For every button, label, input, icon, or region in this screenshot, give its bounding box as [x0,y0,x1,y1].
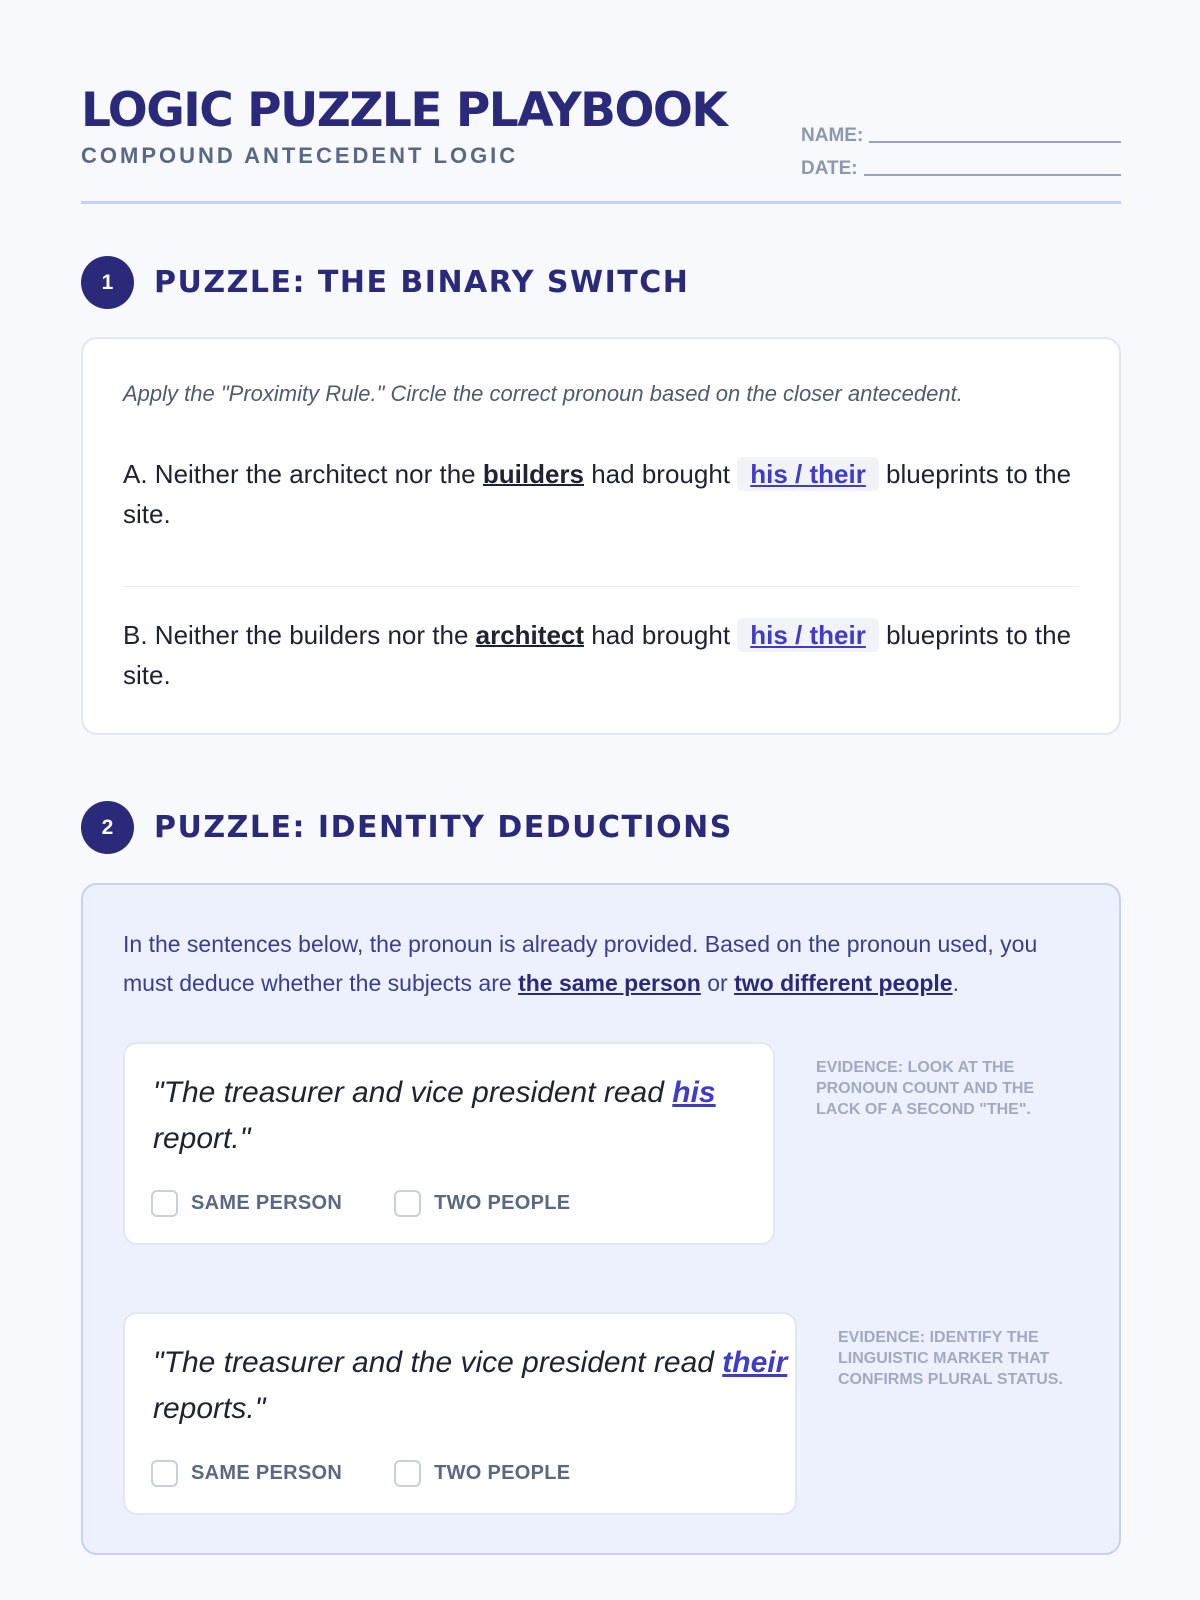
sentence-text: A. Neither the architect nor the [123,459,483,489]
option-label: SAME PERSON [191,1192,343,1214]
quote-part: "The treasurer and vice president read [153,1076,673,1109]
option-same-person[interactable] [151,1190,342,1217]
intro-text [123,925,1083,1003]
option-same-person[interactable] [151,1460,342,1487]
section-1-heading [81,256,689,309]
binary-switch-card [81,337,1121,735]
answer-options [151,1460,622,1487]
evidence-note: EVIDENCE: IDENTIFY THE LINGUISTIC MARKER THAT CONFIRMS PLURAL STATUS. [838,1329,1063,1388]
section-title: PUZZLE: THE BINARY SWITCH [154,265,690,300]
worksheet-header [81,0,1121,204]
date-field[interactable] [864,158,1121,176]
identity-deductions-card [81,883,1121,1555]
quote-part: report." [153,1122,251,1155]
option-two-people[interactable] [394,1190,570,1217]
question-card-1 [123,1042,775,1245]
page-title: LOGIC PUZZLE PLAYBOOK [81,83,727,138]
evidence-note: EVIDENCE: LOOK AT THE PRONOUN COUNT AND THE LACK OF A SECOND "THE". [816,1059,1035,1118]
option-two-people[interactable] [394,1460,570,1487]
sentence-text: had brought [584,620,738,650]
sentence-a [123,454,1083,534]
quote-text [153,1070,773,1162]
answer-options [151,1190,622,1217]
pronoun-choice[interactable]: his / their [737,618,879,652]
student-info [801,114,1121,180]
option-label: TWO PEOPLE [434,1462,571,1484]
name-label: NAME: [801,125,864,146]
sentence-text: blueprints to the site. [123,459,1072,529]
same-person-term: the same person [518,970,701,996]
two-people-term: two different people [734,970,953,996]
checkbox[interactable] [394,1190,421,1217]
name-row [801,114,1121,147]
section-2-heading [81,801,733,854]
section-number-badge: 1 [81,256,134,309]
checkbox[interactable] [394,1460,421,1487]
page-subtitle: COMPOUND ANTECEDENT LOGIC [81,143,519,168]
pronoun-highlight: their [722,1346,788,1379]
antecedent-keyword: architect [475,620,585,650]
intro-text-part: In the sentences below, the pronoun is already provided. Based on the pronoun used, you must deduce whether the subjects are [123,931,1038,996]
instruction-text: Apply the "Proximity Rule." Circle the correct pronoun based on the closer antecedent. [123,381,963,406]
checkbox[interactable] [151,1460,178,1487]
sentence-text: had brought [584,459,738,489]
intro-text-part: . [952,970,959,996]
section-number-badge: 2 [81,801,134,854]
name-field[interactable] [869,125,1121,143]
pronoun-choice[interactable]: his / their [737,457,879,491]
intro-text-part: or [700,970,735,996]
question-card-2 [123,1312,797,1515]
option-label: TWO PEOPLE [434,1192,571,1214]
checkbox[interactable] [151,1190,178,1217]
section-title: PUZZLE: IDENTITY DEDUCTIONS [154,810,733,845]
quote-text [153,1340,795,1432]
sentence-text: B. Neither the builders nor the [123,620,476,650]
sentence-b [123,615,1083,695]
date-label: DATE: [801,158,858,179]
pronoun-highlight: his [672,1076,716,1109]
option-label: SAME PERSON [191,1462,343,1484]
sentence-text: blueprints to the site. [123,620,1072,690]
worksheet-page [81,0,1121,1484]
date-row [801,147,1121,180]
quote-part: "The treasurer and the vice president read [153,1346,723,1379]
antecedent-keyword: builders [482,459,584,489]
divider [123,586,1079,587]
quote-part: reports." [153,1392,266,1425]
